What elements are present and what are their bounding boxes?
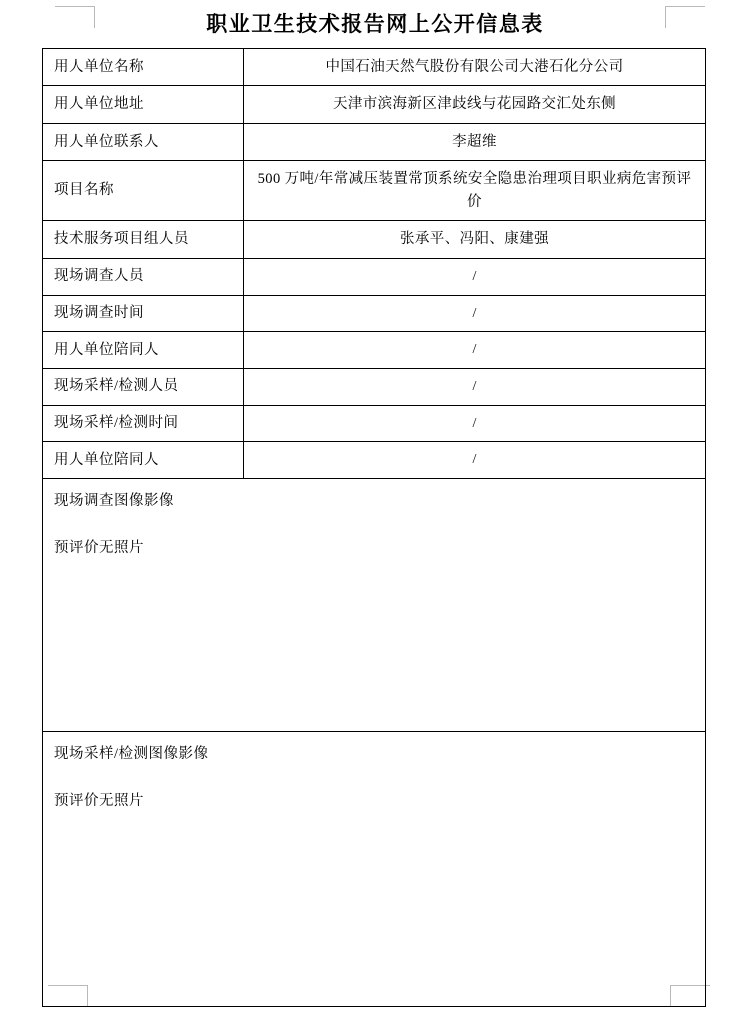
row-value: / <box>472 305 477 321</box>
site-sampling-media-note: 预评价无照片 <box>54 792 144 809</box>
row-value: 李超维 <box>452 133 497 150</box>
row-value: / <box>472 378 477 394</box>
row-label-cell <box>43 332 244 369</box>
table-row <box>43 295 706 332</box>
row-label: 现场采样/检测人员 <box>54 378 179 395</box>
row-value: 500 万吨/年常减压装置常顶系统安全隐患治理项目职业病危害预评价 <box>257 171 692 210</box>
table-row <box>43 221 706 258</box>
row-value: / <box>472 415 477 431</box>
row-label-cell <box>43 123 244 160</box>
site-sampling-media-heading: 现场采样/检测图像影像 <box>54 745 209 762</box>
row-value: / <box>472 342 477 358</box>
row-label: 用人单位陪同人 <box>54 451 159 468</box>
row-label-cell <box>43 295 244 332</box>
row-label: 现场采样/检测时间 <box>54 414 179 431</box>
row-label: 项目名称 <box>54 182 114 199</box>
table-row <box>43 405 706 442</box>
row-label-cell <box>43 86 244 123</box>
row-value-cell <box>244 123 706 160</box>
row-label: 现场调查人员 <box>54 268 144 285</box>
row-value-cell <box>244 258 706 295</box>
row-label-cell <box>43 49 244 86</box>
row-value-cell <box>244 221 706 258</box>
row-value: / <box>472 452 477 468</box>
row-value-cell <box>244 442 706 479</box>
public-information-table <box>42 48 706 1007</box>
row-label: 现场调查时间 <box>54 304 144 321</box>
row-label: 用人单位陪同人 <box>54 341 159 358</box>
row-label-cell <box>43 442 244 479</box>
table-row <box>43 161 706 221</box>
row-value-cell <box>244 332 706 369</box>
row-value-cell <box>244 161 706 221</box>
row-label-cell <box>43 368 244 405</box>
table-row <box>43 49 706 86</box>
table-row <box>43 368 706 405</box>
row-label: 用人单位地址 <box>54 96 144 113</box>
row-label: 用人单位名称 <box>54 58 144 75</box>
row-label-cell <box>43 405 244 442</box>
table-row <box>43 123 706 160</box>
site-sampling-media-row <box>43 731 706 1006</box>
site-sampling-media-cell <box>43 731 706 1006</box>
table-row <box>43 86 706 123</box>
row-value: / <box>472 268 477 284</box>
site-survey-media-block <box>43 479 705 731</box>
row-value-cell <box>244 405 706 442</box>
page-title: 职业卫生技术报告网上公开信息表 <box>206 12 544 36</box>
row-label-cell <box>43 221 244 258</box>
row-label-cell <box>43 258 244 295</box>
table-row <box>43 332 706 369</box>
row-value: 张承平、冯阳、康建强 <box>400 231 549 248</box>
site-survey-media-row <box>43 478 706 731</box>
row-value-cell <box>244 368 706 405</box>
row-value-cell <box>244 295 706 332</box>
row-value-cell <box>244 86 706 123</box>
site-survey-media-heading: 现场调查图像影像 <box>54 492 174 509</box>
site-survey-media-note: 预评价无照片 <box>54 539 144 556</box>
site-survey-media-cell <box>43 478 706 731</box>
row-label: 用人单位联系人 <box>54 133 159 150</box>
row-value: 天津市滨海新区津歧线与花园路交汇处东侧 <box>332 96 617 113</box>
site-sampling-media-block <box>43 732 705 1006</box>
row-value: 中国石油天然气股份有限公司大港石化分公司 <box>325 59 624 75</box>
table-row <box>43 258 706 295</box>
row-label-cell <box>43 161 244 221</box>
table-row <box>43 442 706 479</box>
row-value-cell <box>244 49 706 86</box>
row-label: 技术服务项目组人员 <box>54 231 189 248</box>
